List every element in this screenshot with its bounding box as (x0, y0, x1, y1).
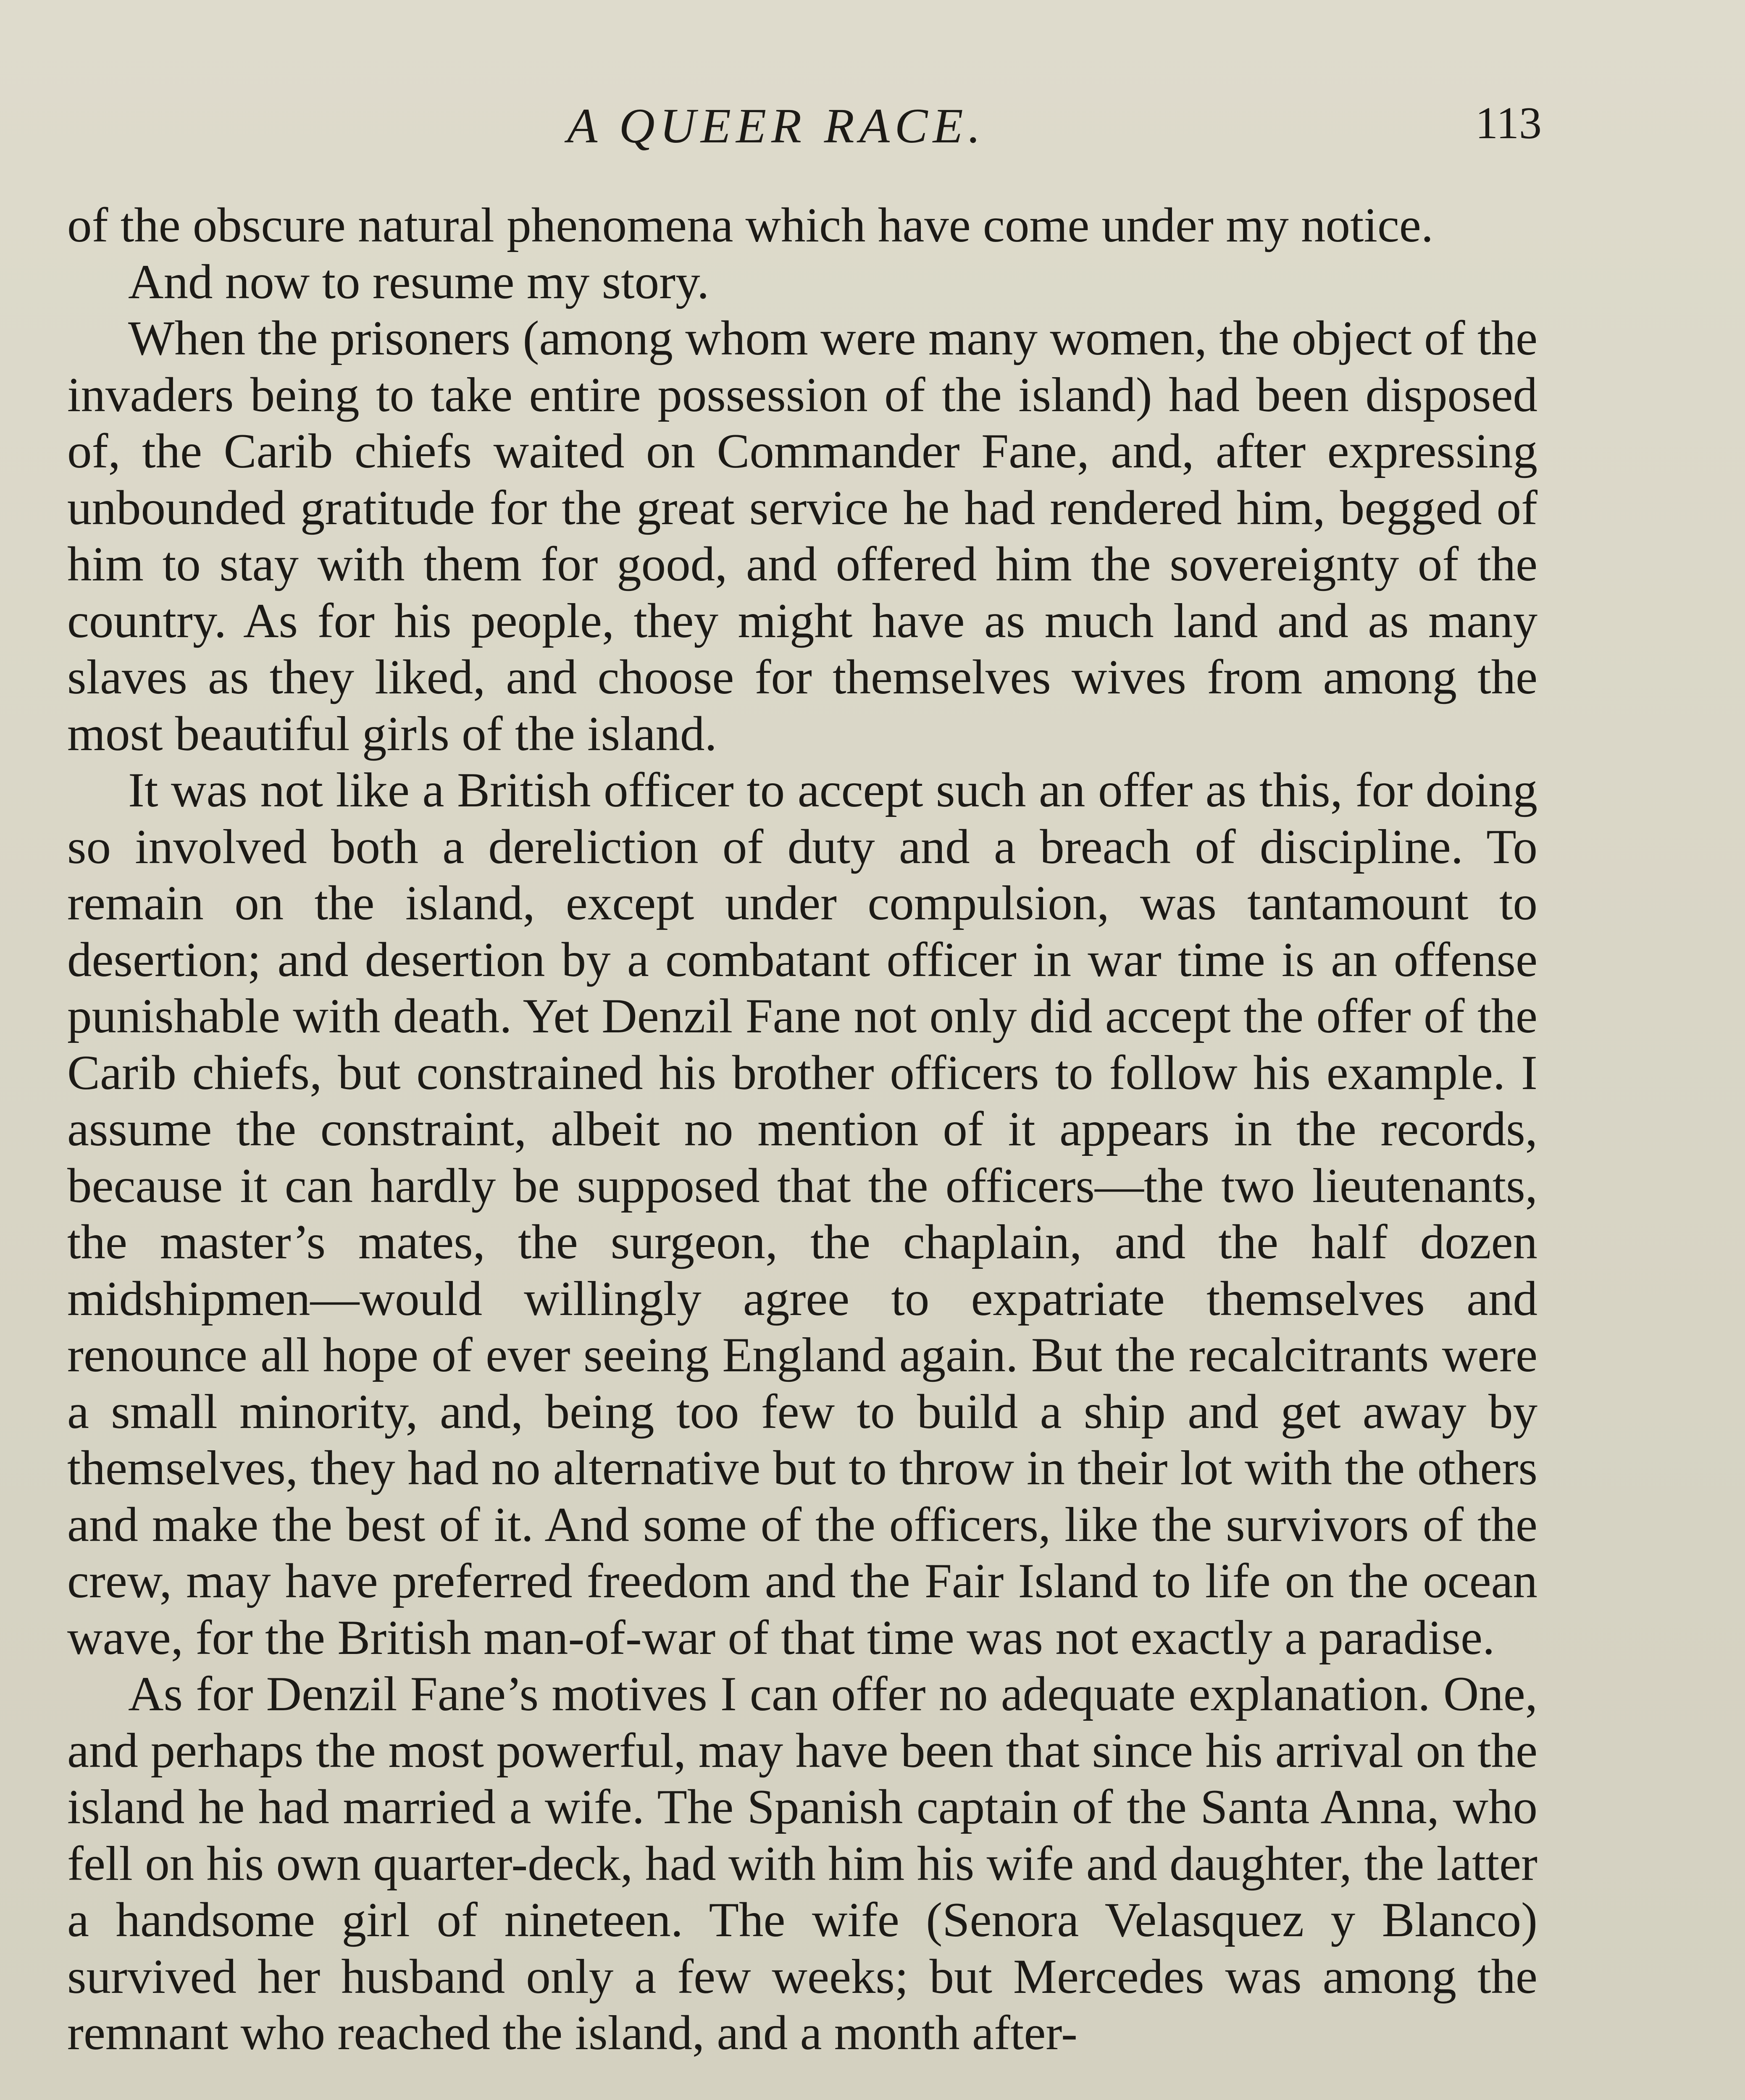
running-title: A QUEER RACE. (567, 98, 986, 153)
paragraph: And now to resume my story. (128, 255, 710, 309)
paragraph: When the prisoners (among whom were many women, the object of the invaders being to take entire possession of the island) had been disposed of, the Carib chiefs waited on Commander Fane, and, after expressing unbounded gratitude for the great service he had rendered him, begged of him to stay with them for good, and offered him the sovereignty of the country. As for his people, they might have as much land and as many slaves as they liked, and choose for themselves wives from among the most beautiful girls of the island. (67, 311, 1537, 761)
page-number: 113 (1475, 98, 1542, 148)
paragraph-continuation: of the obscure natural phenomena which have come under my notice. (67, 198, 1434, 252)
paragraph: As for Denzil Fane’s motives I can offer no adequate explanation. One, and perhaps the most powerful, may have been that since his arrival on the island he had married a wife. The Spanish captain of the Santa Anna, who fell on his own quarter-deck, had with him his wife and daughter, the latter a handsome girl of nineteen. The wife (Senora Velasquez y Blanco) survived her husband only a few weeks; but Mercedes was among the remnant who reached the island, and a month after- (67, 1667, 1537, 2060)
page-header (71, 97, 1542, 169)
body-text (67, 197, 1537, 2062)
paragraph: It was not like a British officer to accept such an offer as this, for doing so involved both a dereliction of duty and a breach of discipline. To remain on the island, except under compulsion, was tantamount to desertion; and desertion by a combatant officer in war time is an offense punishable with death. Yet Denzil Fane not only did accept the offer of the Carib chiefs, but constrained his brother officers to follow his example. I assume the constraint, albeit no mention of it appears in the records, because it can hardly be supposed that the officers—the two lieutenants, the master’s mates, the surgeon, the chaplain, and the half dozen midshipmen—would willingly agree to expatriate themselves and renounce all hope of ever seeing England again. But the recalcitrants were a small minority, and, being too few to build a ship and get away by themselves, they had no alternative but to throw in their lot with the others and make the best of it. And some of the officers, like the survivors of the crew, may have preferred freedom and the Fair Island to life on the ocean wave, for the British man-of-war of that time was not exactly a paradise. (67, 763, 1537, 1665)
